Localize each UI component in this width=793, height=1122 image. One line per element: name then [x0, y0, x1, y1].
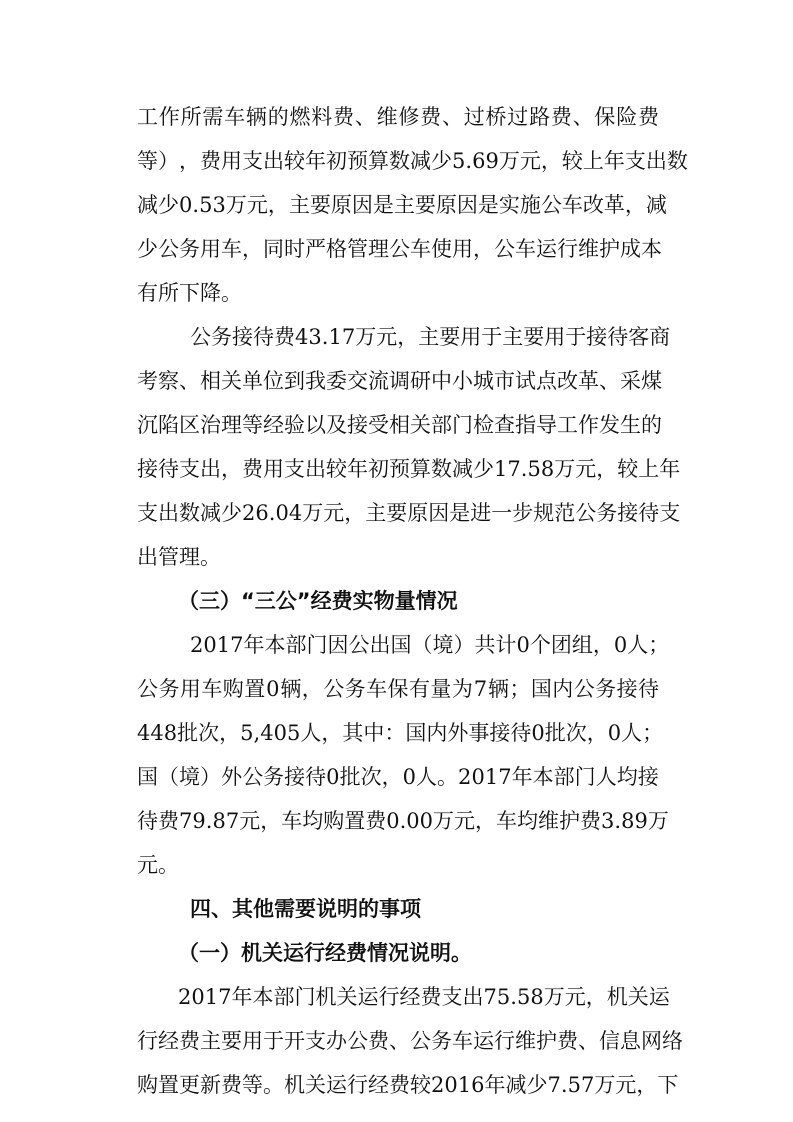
paragraph-2-line-4: 接 待 支 出 ， 费 用 支 出 较 年 初 预 算 数 减 少 1 7 . 5 8 万 元 ， 较 上 年	[137, 457, 681, 481]
paragraph-1-line-4: 少 公 务 用 车 ， 同 时 严 格 管 理 公 车 使 用 ， 公 车 运 行 维 护 成 本	[137, 237, 662, 261]
paragraph-1-line-2: 等 ） ， 费 用 支 出 较 年 初 预 算 数 减 少 5 . 6 9 万 元 ， 较 上 年 支 出 数	[137, 149, 688, 173]
paragraph-4-line-1: 2 0 1 7 年 本 部 门 机 关 运 行 经 费 支 出 7 5 . 5 8 万 元 ， 机 关 运	[178, 985, 670, 1009]
paragraph-2-line-3: 沉 陷 区 治 理 等 经 验 以 及 接 受 相 关 部 门 检 查 指 导 工 作 发 生 的	[137, 413, 662, 437]
section-heading-three-public-expenses: （三）“三公”经费实物量情况	[178, 589, 458, 613]
paragraph-3-line-6: 元。	[137, 853, 179, 877]
paragraph-2-line-5: 支 出 数 减 少 2 6 . 0 4 万 元 ， 主 要 原 因 是 进 一 步 规 范 公 务 接 待 支	[137, 501, 681, 525]
paragraph-3-line-1: 2 0 1 7 年 本 部 门 因 公 出 国 （ 境 ） 共 计 0 个 团 组 ， 0 人 ；	[190, 633, 670, 657]
subsection-heading-operating-expenses: （一）机关运行经费情况说明。	[178, 941, 472, 965]
section-heading-other-matters: 四、其他需要说明的事项	[190, 897, 421, 921]
paragraph-1-line-3: 减 少 0 . 5 3 万 元 ， 主 要 原 因 是 主 要 原 因 是 实 施 公 车 改 革 ， 减	[137, 193, 667, 217]
paragraph-1-line-1: 工 作 所 需 车 辆 的 燃 料 费 、 维 修 费 、 过 桥 过 路 费 、 保 险 费	[137, 105, 659, 129]
paragraph-3-line-5: 待 费 7 9 . 8 7 元 ， 车 均 购 置 费 0 . 0 0 万 元 ， 车 均 维 护 费 3 . 8 9 万	[137, 809, 669, 833]
paragraph-3-line-3: 4 4 8 批 次 ， 5 , 4 0 5 人 ， 其 中 ： 国 内 外 事 接 待 0 批 次 ， 0 人 ；	[137, 721, 664, 745]
paragraph-3-line-2: 公 务 用 车 购 置 0 辆 ， 公 务 车 保 有 量 为 7 辆 ； 国 内 公 务 接 待	[137, 677, 659, 701]
paragraph-4-line-3: 购 置 更 新 费 等 。 机 关 运 行 经 费 较 2 0 1 6 年 减 少 7 . 5 7 万 元 ， 下	[137, 1073, 679, 1097]
paragraph-2-line-2: 考 察 、 相 关 单 位 到 我 委 交 流 调 研 中 小 城 市 试 点 改 革 、 采 煤	[137, 369, 662, 393]
paragraph-4-line-2: 行 经 费 主 要 用 于 开 支 办 公 费 、 公 务 车 运 行 维 护 费 、 信 息 网 络	[137, 1029, 683, 1053]
paragraph-2-line-6: 出管理。	[137, 545, 221, 569]
paragraph-2-line-1: 公 务 接 待 费 4 3 . 1 7 万 元 ， 主 要 用 于 主 要 用 于 接 待 客 商	[190, 325, 671, 349]
paragraph-3-line-4: 国 （ 境 ） 外 公 务 接 待 0 批 次 ， 0 人 。 2 0 1 7 年 本 部 门 人 均 接	[137, 765, 659, 789]
paragraph-1-line-5: 有所下降。	[137, 281, 242, 305]
